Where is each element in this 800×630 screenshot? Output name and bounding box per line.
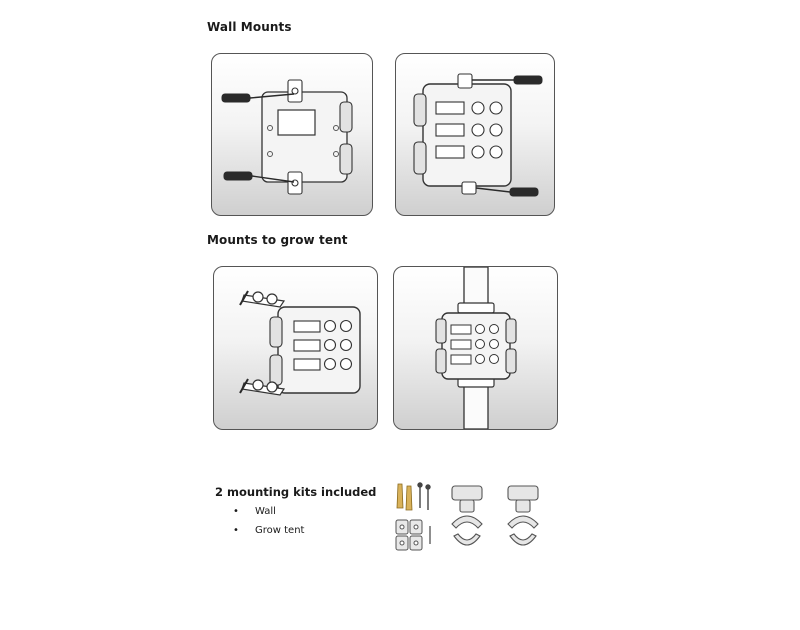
- tent-mount-pole-illustration: [393, 266, 558, 430]
- label-slots: [436, 102, 464, 158]
- wall-mounts-heading: Wall Mounts: [207, 20, 292, 34]
- junction-box: [262, 92, 347, 182]
- kit-label: Wall: [255, 506, 276, 517]
- thumb-screws: [240, 291, 248, 393]
- kit-item-grow-tent: [233, 524, 376, 537]
- tent-mounts-heading: Mounts to grow tent: [207, 233, 348, 247]
- kit-label: Grow tent: [255, 525, 305, 536]
- wall-mount-side-illustration: [395, 53, 555, 216]
- pole-clamps-icon: [452, 486, 538, 545]
- label-slots: [451, 325, 471, 364]
- bullet: •: [233, 525, 239, 536]
- label-window: [278, 110, 315, 135]
- wall-mount-front-illustration: [211, 53, 373, 216]
- kits-title: 2 mounting kits included: [215, 485, 377, 499]
- screws-icon: [418, 483, 430, 510]
- wall-brackets-icon: [396, 520, 422, 550]
- hardware-kit-illustration: [388, 478, 548, 564]
- mounting-kits-list: [215, 485, 376, 543]
- label-slots: [294, 321, 320, 370]
- bullet: •: [233, 506, 239, 517]
- tent-mount-clamp-illustration: [213, 266, 378, 430]
- wall-anchors-icon: [397, 484, 412, 510]
- kit-item-wall: [233, 505, 376, 518]
